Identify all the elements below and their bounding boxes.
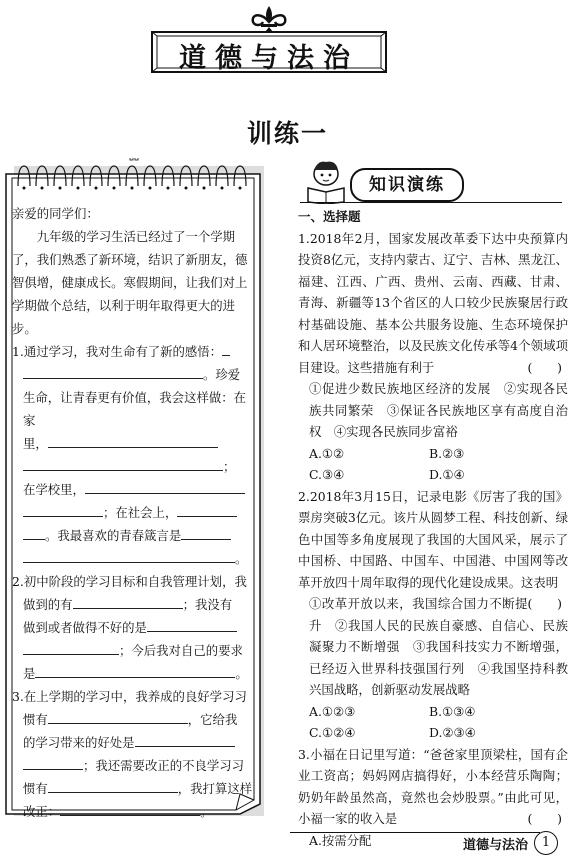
question-type-heading: 一、选择题 bbox=[298, 209, 361, 224]
answer-paren[interactable]: ( ) bbox=[527, 359, 562, 375]
answer-line[interactable] bbox=[181, 525, 231, 540]
page-footer bbox=[290, 826, 560, 856]
answer-line[interactable] bbox=[23, 525, 45, 540]
answer-line[interactable] bbox=[23, 755, 83, 770]
subject-title: 道德与法治 bbox=[179, 43, 359, 74]
answer-line[interactable] bbox=[35, 663, 235, 678]
question-items: ①促进少数民族地区经济的发展 ②实现各民族共同繁荣 ③保证各民族地区享有高度自治权 ④实现各民族同步富裕 bbox=[309, 381, 568, 439]
q2-text: ；我没有 bbox=[182, 597, 233, 612]
page-number: 1 bbox=[534, 831, 558, 855]
question-stem: 2.2018年3月15日，记录电影《厉害了我的国》票房突破3亿元。该片从圆梦工程、科技创新、绿色中国等多角度展现了我国的大国风采，展示了中国桥、中国路、中国车、中国港、中国网等改革开放四十周年取得的现代化建设成果。这表明 bbox=[298, 488, 568, 590]
answer-line[interactable] bbox=[23, 502, 103, 517]
question-2 bbox=[298, 486, 568, 744]
option-d[interactable]: D.①④ bbox=[429, 467, 465, 482]
option-c[interactable]: C.③④ bbox=[309, 467, 345, 482]
q2-text: 做到的有 bbox=[23, 597, 73, 612]
answer-line[interactable] bbox=[177, 502, 237, 517]
answer-line[interactable] bbox=[135, 732, 235, 747]
q1-text: 里， bbox=[23, 436, 48, 451]
q1-text: 。珍爱 bbox=[203, 367, 241, 382]
answer-line[interactable] bbox=[85, 479, 245, 494]
section-divider bbox=[300, 202, 562, 203]
answer-line[interactable] bbox=[60, 801, 200, 816]
notebook-text bbox=[12, 202, 256, 823]
answer-line[interactable] bbox=[222, 341, 230, 356]
option-a[interactable]: A.按需分配 bbox=[309, 832, 372, 848]
question-1 bbox=[298, 228, 568, 486]
summary-notebook bbox=[4, 158, 268, 818]
q1-text: ；在社会上， bbox=[103, 505, 178, 520]
answer-line[interactable] bbox=[48, 433, 218, 448]
answer-line[interactable] bbox=[23, 364, 203, 379]
option-c[interactable]: C.①②④ bbox=[309, 725, 356, 740]
q2-text: ；今后我对自己的要求 bbox=[119, 643, 243, 658]
q3-text: 。 bbox=[200, 804, 213, 819]
greeting: 亲爱的同学们： bbox=[12, 206, 99, 221]
q2-text: 是 bbox=[23, 666, 36, 681]
q2-lead: 2.初中阶段的学习目标和自我管理计划，我 bbox=[12, 574, 247, 589]
footer-rule bbox=[290, 832, 540, 833]
page-title: 训练一 bbox=[246, 119, 328, 148]
q3-text: 的学习带来的好处是 bbox=[23, 735, 135, 750]
q2-text: 做到或者做得不好的是 bbox=[23, 620, 147, 635]
fleur-ornament-icon bbox=[239, 4, 299, 32]
footer-subject: 道德与法治 bbox=[462, 838, 528, 853]
q1-text: ； bbox=[223, 459, 236, 474]
q2-text: 。 bbox=[235, 666, 248, 681]
answer-line[interactable] bbox=[147, 617, 237, 632]
q3-text: 改正： bbox=[23, 804, 61, 819]
answer-line[interactable] bbox=[48, 709, 188, 724]
question-stem: 1.2018年2月，国家发展改革委下达中央预算内投资8亿元，支持内蒙古、辽宁、吉林、黑龙江、福建、江西、广西、贵州、云南、西藏、甘肃、青海、新疆等13个省区的人口较少民族聚居行政村基础设施、基本公共服务设施、生态环境保护和人居环境整治，以及民族文化传承等4个领域项目建设。这些措施有利于 bbox=[298, 230, 568, 375]
option-a[interactable]: A.①②③ bbox=[309, 703, 356, 719]
answer-line[interactable] bbox=[23, 456, 223, 471]
answer-line[interactable] bbox=[48, 778, 178, 793]
q3-lead: 3.在上学期的学习中，我养成的良好学习习 bbox=[12, 689, 247, 704]
option-b[interactable]: B.①③④ bbox=[429, 703, 476, 719]
questions-area bbox=[298, 206, 568, 851]
header-banner bbox=[150, 24, 388, 74]
q1-text: 生命，让青春更有价值，我会这样做：在家 bbox=[23, 390, 247, 428]
q3-text: 惯有 bbox=[23, 781, 48, 796]
option-d[interactable]: D.②③④ bbox=[429, 725, 476, 740]
q1-lead: 1.通过学习，我对生命有了新的感悟： bbox=[12, 344, 223, 359]
answer-line[interactable] bbox=[23, 640, 119, 655]
option-a[interactable]: A.①② bbox=[309, 445, 345, 461]
q3-text: ，我打算这样 bbox=[177, 781, 253, 796]
q1-text: 在学校里， bbox=[23, 482, 85, 497]
question-items: ①改革开放以来，我国综合国力不断提升 ②我国人民的民族自豪感、自信心、民族凝聚力不断增强 ③我国科技实力不断增强，已经迈入世界科技强国行列 ④我国坚持科教兴国战略，创新驱动发展战略 bbox=[309, 596, 568, 697]
q3-text: ；我还需要改正的不良学习习 bbox=[83, 758, 245, 773]
section-header bbox=[300, 162, 562, 204]
q3-text: 惯有 bbox=[23, 712, 48, 727]
section-label: 知识演练 bbox=[350, 168, 464, 202]
intro-paragraph: 九年级的学习生活已经过了一个学期了，我们熟悉了新环境，结识了新朋友，德智俱增，健康成长。寒假期间，让我们对上学期做个总结，以利于明年取得更大的进步。 bbox=[12, 229, 248, 336]
reading-student-icon bbox=[302, 160, 352, 204]
answer-paren[interactable]: ( ) bbox=[527, 596, 562, 611]
option-b[interactable]: B.②③ bbox=[429, 445, 465, 461]
answer-line[interactable] bbox=[73, 594, 183, 609]
answer-paren[interactable]: ( ) bbox=[527, 811, 562, 826]
answer-line[interactable] bbox=[23, 548, 235, 563]
q1-text: 。 bbox=[235, 551, 248, 566]
q3-text: ，它给我 bbox=[187, 712, 238, 727]
q1-text: 。我最喜欢的青春箴言是 bbox=[45, 528, 182, 543]
question-stem: 3.小福在日记里写道：“爸爸家里顶梁柱，国有企业工资高；妈妈网店搞得好，小本经营乐陶陶；奶奶年龄虽然高，竟然也会炒股票。”由此可见，小福一家的收入是 bbox=[298, 746, 568, 826]
